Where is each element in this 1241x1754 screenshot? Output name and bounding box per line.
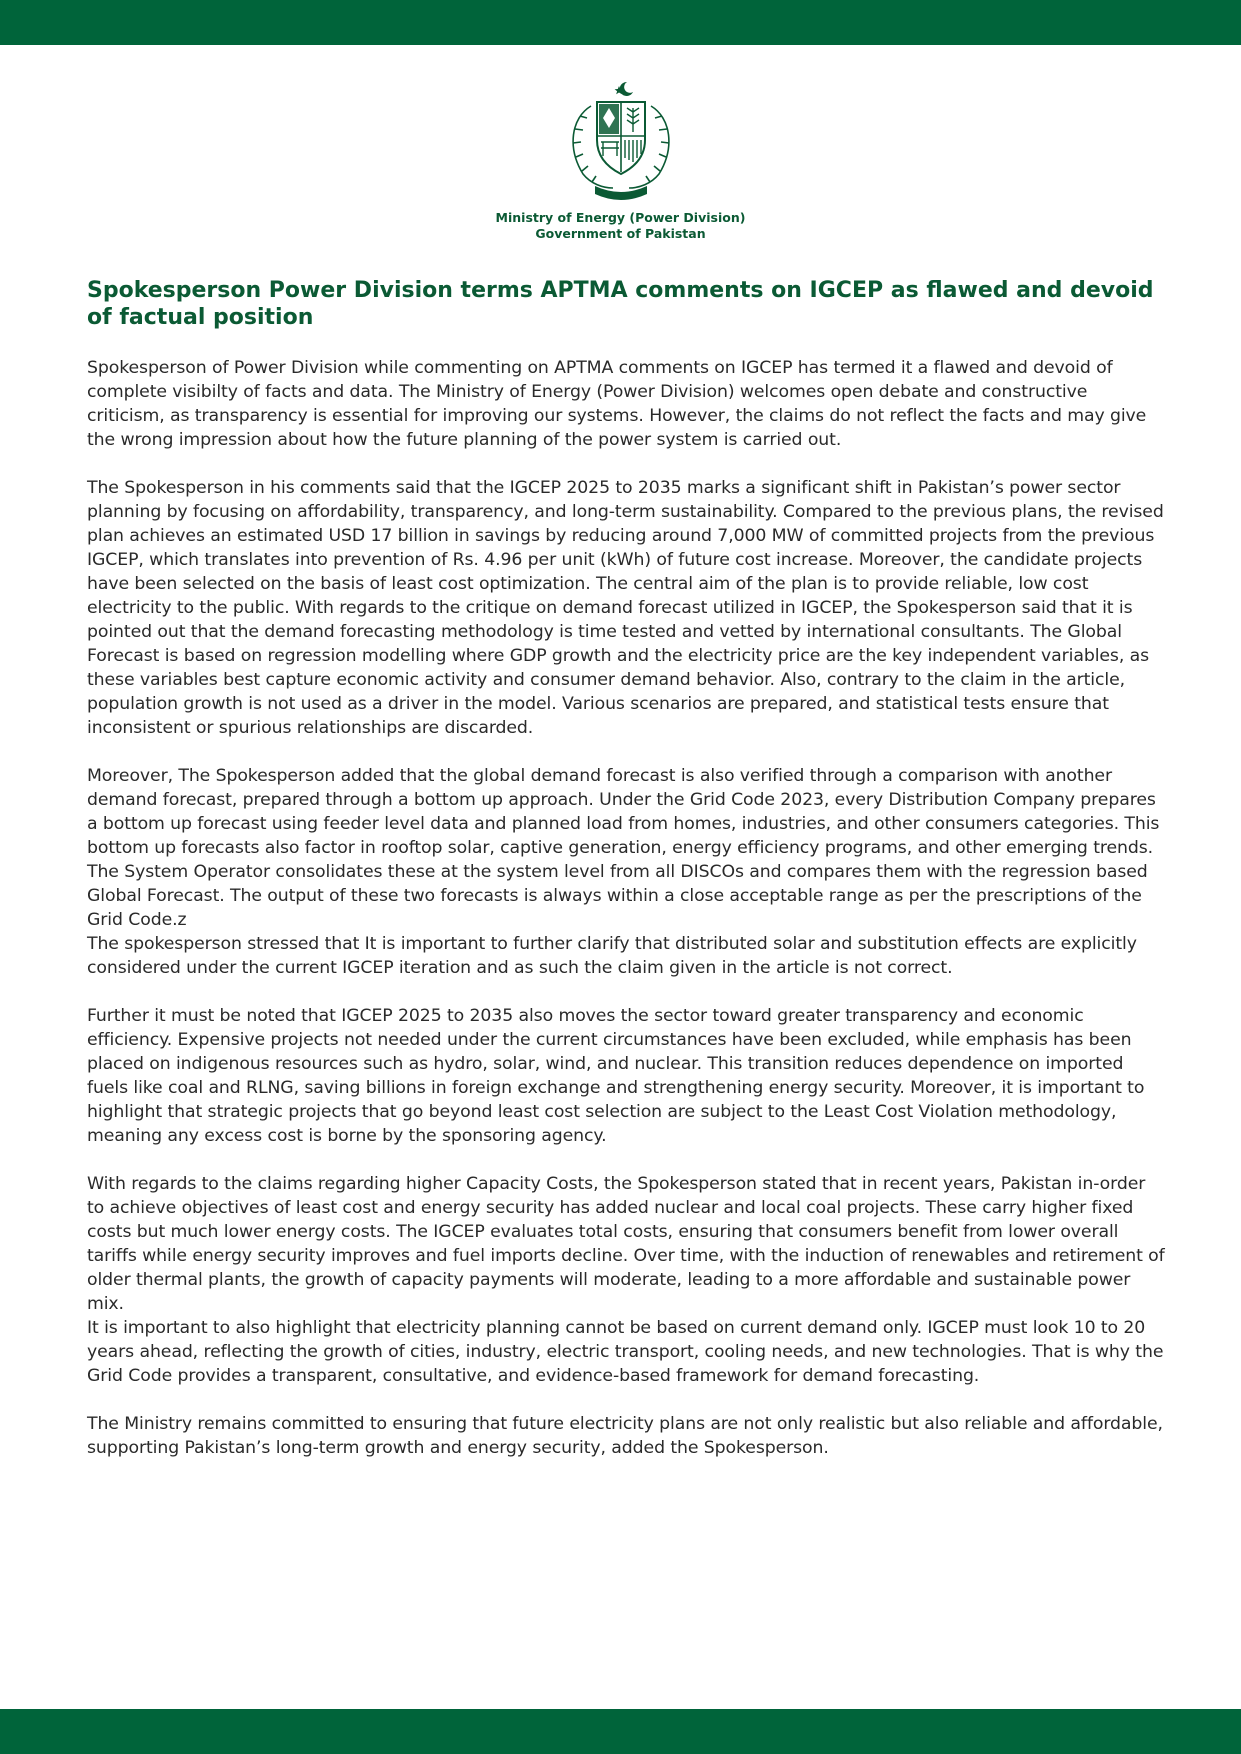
top-green-band	[0, 0, 1241, 45]
paragraph: It is important to also highlight that electricity planning cannot be based on current demand only. IGCEP must look 10 to 20 years ahead, reflecting the growth of cities, industry, electric transport, cooling needs, and new technologies. That is why the Grid Code provides a transparent, consultative, and evidence-based framework for demand forecasting.	[87, 1318, 1164, 1386]
paragraph: The Spokesperson in his comments said that the IGCEP 2025 to 2035 marks a significant shift in Pakistan’s power sector planning by focusing on affordability, transparency, and long-term sustainability. Compared to the previous plans, the revised plan achieves an estimated USD 17 billion in savings by reducing around 7,000 MW of committed projects from the previous IGCEP, which translates into prevention of Rs. 4.96 per unit (kWh) of future cost increase. Moreover, the candidate projects have been selected on the basis of least cost optimization. The central aim of the plan is to provide reliable, low cost electricity to the public. With regards to the critique on demand forecast utilized in IGCEP, the Spokesperson said that it is pointed out that the demand forecasting methodology is time tested and vetted by international consultants. The Global Forecast is based on regression modelling where GDP growth and the electricity price are the key independent variables, as these variables best capture economic activity and consumer demand behavior. Also, contrary to the claim in the article, population growth is not used as a driver in the model. Various scenarios are prepared, and statistical tests ensure that inconsistent or spurious relationships are discarded.	[87, 478, 1164, 738]
paragraph: The spokesperson stressed that It is important to further clarify that distributed solar and substitution effects are explicitly considered under the current IGCEP iteration and as such the claim given in the article is not correct.	[87, 934, 1137, 978]
paragraph: Moreover, The Spokesperson added that the global demand forecast is also verified through a comparison with another demand forecast, prepared through a bottom up approach. Under the Grid Code 2023, every Distribution Company prepares a bottom up forecast using feeder level data and planned load from homes, industries, and other consumers categories. This bottom up forecasts also factor in rooftop solar, captive generation, energy efficiency programs, and other emerging trends. The System Operator consolidates these at the system level from all DISCOs and compares them with the regression based Global Forecast. The output of these two forecasts is always within a close acceptable range as per the prescriptions of the Grid Code.z	[87, 766, 1160, 930]
article-headline: Spokesperson Power Division terms APTMA comments on IGCEP as flawed and devoid of factual position	[87, 278, 1154, 330]
state-emblem-icon	[560, 78, 682, 202]
bottom-green-band	[0, 1709, 1241, 1754]
paragraph: With regards to the claims regarding higher Capacity Costs, the Spokesperson stated that in recent years, Pakistan in-order to achieve objectives of least cost and energy security has added nuclear and local coal projects. These carry higher fixed costs but much lower energy costs. The IGCEP evaluates total costs, ensuring that consumers benefit from lower overall tariffs while energy security improves and fuel imports decline. Over time, with the induction of renewables and retirement of older thermal plants, the growth of capacity payments will moderate, leading to a more affordable and sustainable power mix.	[87, 1174, 1165, 1314]
article-body	[87, 356, 1167, 1484]
ministry-name: Ministry of Energy (Power Division)	[495, 210, 746, 225]
paragraph: The Ministry remains committed to ensuring that future electricity plans are not only realistic but also reliable and affordable, supporting Pakistan’s long-term growth and energy security, added the Spokesperson.	[87, 1414, 1163, 1458]
paragraph: Further it must be noted that IGCEP 2025 to 2035 also moves the sector toward greater transparency and economic efficiency. Expensive projects not needed under the current circumstances have been excluded, while emphasis has been placed on indigenous resources such as hydro, solar, wind, and nuclear. This transition reduces dependence on imported fuels like coal and RLNG, saving billions in foreign exchange and strengthening energy security. Moreover, it is important to highlight that strategic projects that go beyond least cost selection are subject to the Least Cost Violation methodology, meaning any excess cost is borne by the sponsoring agency.	[87, 1006, 1145, 1146]
ministry-header	[0, 210, 1241, 242]
paragraph: Spokesperson of Power Division while commenting on APTMA comments on IGCEP has termed it a flawed and devoid of complete visibilty of facts and data. The Ministry of Energy (Power Division) welcomes open debate and constructive criticism, as transparency is essential for improving our systems. However, the claims do not reflect the facts and may give the wrong impression about how the future planning of the power system is carried out.	[87, 358, 1147, 450]
government-name: Government of Pakistan	[535, 226, 706, 241]
